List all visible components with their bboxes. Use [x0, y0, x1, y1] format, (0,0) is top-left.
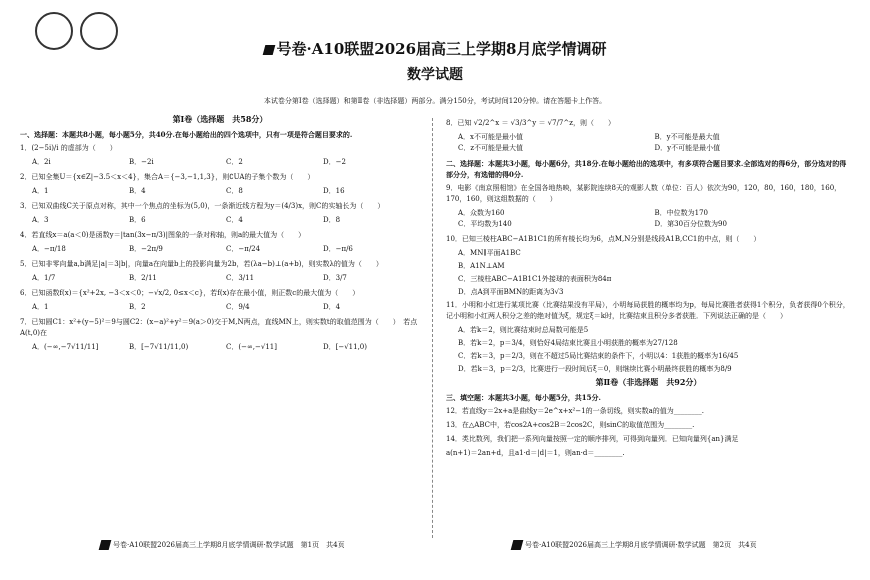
option: D．[−√11,0)	[323, 343, 367, 351]
section3-instruction: 三、填空题：本题共3小题，每小题5分，共15分.	[446, 393, 601, 402]
section1-instruction: 一、选择题：本题共8小题，每小题5分，共40分.在每小题给出的四个选项中，只有一项是符合题目要求的.	[20, 130, 353, 139]
option: A．−π/18	[32, 245, 66, 253]
brand-mark-icon	[262, 45, 275, 55]
option: D．4	[323, 303, 341, 311]
question-5: 5．已知非零向量a,b满足|a|＝3|b|，向量a在向量b上的投影向量为2b，若(λa−b)⊥(a+b)，则实数λ的值为（ ）	[20, 260, 383, 268]
option: C．z不可能是最大值	[458, 144, 524, 152]
option: B．若k＝2，p＝3/4，则恰好4局结束比赛且小明获胜的概率为27/128	[458, 339, 678, 347]
option: C．−π/24	[226, 245, 261, 253]
option: B．4	[129, 187, 146, 195]
option: A．3	[32, 216, 49, 224]
option: A．众数为160	[458, 209, 505, 217]
question-5-options	[32, 273, 420, 284]
option: D．若k＝3，p＝2/3，比赛进行一段时间后ξ＝0，则继续比赛小明最终获胜的概率为8/9	[458, 365, 732, 373]
option: D．y不可能是最小值	[654, 144, 721, 152]
option: A．x不可能是最小值	[458, 133, 524, 141]
question-13: 13．在△ABC中，若cos2A+cos2B＝2cos2C，则sinC的取值范围为________.	[446, 421, 695, 429]
option: B．2/11	[129, 274, 157, 282]
option: C．(−∞,−√11]	[226, 343, 277, 351]
question-14-formula: a(n+1)＝2an+d，且a1·d＝|d|＝1，则an·d＝________.	[446, 449, 625, 457]
right-column	[446, 118, 851, 462]
section2-instruction: 二、选择题：本题共3小题，每小题6分，共18分.在每小题给出的选项中，有多项符合题目要求.全部选对的得6分，部分选对的得部分分，有选错的得0分.	[446, 159, 847, 179]
option: C．4	[226, 216, 243, 224]
question-9: 9．电影《南京照相馆》在全国各地热映，某影院连续8天的观影人数（单位：百人）依次为90，120，80，160，180，160，170，160，则这组数据的（ ）	[446, 184, 842, 203]
option: A．1	[32, 187, 49, 195]
option: D．16	[323, 187, 345, 195]
option: B．−2i	[129, 158, 154, 166]
option: A．(−∞,−7√11/11]	[32, 343, 99, 351]
question-14: 14．类比数列，我们把一系列向量按照一定的顺序排列，可得到向量列．已知向量列{an}满足	[446, 435, 739, 443]
option: D．−π/6	[323, 245, 353, 253]
question-2-options	[32, 186, 420, 197]
question-6-options	[32, 302, 420, 313]
left-column	[20, 112, 420, 357]
footer-right: 号卷·A10联盟2026届高三上学期8月底学情调研·数学试题 第2页 共4页	[512, 540, 757, 550]
column-divider	[432, 118, 433, 538]
option: B．[−7√11/11,0)	[129, 343, 189, 351]
part2-heading: 第Ⅱ卷（非选择题 共92分）	[595, 377, 702, 387]
question-7-options	[32, 342, 420, 353]
option: C．若k＝3，p＝2/3，则在不超过5局比赛结束的条件下，小明以4：1获胜的概率为16/45	[458, 352, 739, 360]
exam-title: 号卷·A10联盟2026届高三上学期8月底学情调研	[0, 38, 870, 59]
question-1: 1．(2−5i)/i 的虚部为（ ）	[20, 144, 117, 152]
question-4: 4．若直线x＝a(a＜0)是函数y＝|tan(3x−π/3)|图象的一条对称轴，则a的最大值为（ ）	[20, 231, 306, 239]
question-3-options	[32, 215, 420, 226]
question-4-options	[32, 244, 420, 255]
question-8: 8．已知 √2/2^x ＝ √3/3^y ＝ √7/7^z，则（ ）	[446, 119, 615, 127]
brand-mark-icon	[99, 540, 112, 550]
option: A．2i	[32, 158, 51, 166]
option: C．平均数为140	[458, 220, 512, 228]
option: C．9/4	[226, 303, 250, 311]
option: D．3/7	[323, 274, 347, 282]
exam-note: 本试卷分第Ⅰ卷（选择题）和第Ⅱ卷（非选择题）两部分。满分150分，考试时间120分钟。请在答题卡上作答。	[263, 97, 607, 105]
option: C．8	[226, 187, 243, 195]
question-6: 6．已知函数f(x)＝{x²+2x, −3＜x＜0；−√x/2, 0≤x＜c}，若f(x)存在最小值，则正数c的最大值为（ ）	[20, 289, 360, 297]
question-7: 7．已知圆C1：x²+(y−5)²＝9与圆C2：(x−a)²+y²＝9(a＞0)交于M,N两点，直线MN上，则实数t的取值范围为（ ） 若点A(t,0)在	[20, 318, 418, 337]
option: B．6	[129, 216, 146, 224]
question-9-options	[458, 208, 851, 230]
option: B．2	[129, 303, 146, 311]
question-10: 10．已知三棱柱ABC−A1B1C1的所有棱长均为6，点M,N分别是线段A1B,CC1的中点，则（ ）	[446, 235, 761, 243]
option: C．2	[226, 158, 243, 166]
option: A．1	[32, 303, 49, 311]
option: C．3/11	[226, 274, 255, 282]
option: A．MN∥平面A1BC	[458, 249, 521, 257]
question-8-options	[458, 132, 851, 154]
option: A．1/7	[32, 274, 56, 282]
question-3: 3．已知双曲线C关于原点对称，其中一个焦点的坐标为(5,0)，一条渐近线方程为y＝(4/3)x，则C的实轴长为（ ）	[20, 202, 385, 210]
option: B．中位数为170	[654, 209, 709, 217]
option: B．y不可能是最大值	[654, 133, 720, 141]
question-1-options	[32, 157, 420, 168]
option: C．三棱柱ABC−A1B1C1外接球的表面积为84π	[458, 275, 612, 283]
option: D．点A到平面BMN的距离为3√3	[458, 288, 564, 296]
option: D．8	[323, 216, 341, 224]
part1-heading: 第Ⅰ卷（选择题 共58分）	[172, 114, 268, 124]
brand-mark-icon	[511, 540, 524, 550]
question-11: 11．小明和小红进行某项比赛（比赛结果没有平局），小明每局获胜的概率均为p，每局比赛胜者获得1个积分，负者获得0个积分，记小明和小红两人积分之差的绝对值为ξ，规定ξ＝k时，比赛结束且积分多者获胜．下列说法正确的是（ ）	[446, 301, 850, 320]
footer-left: 号卷·A10联盟2026届高三上学期8月底学情调研·数学试题 第1页 共4页	[100, 540, 345, 550]
option: D．第30百分位数为90	[654, 220, 727, 228]
exam-subtitle: 数学试题	[407, 67, 463, 83]
option: A．若k＝2，则比赛结束时总局数可能是5	[458, 326, 589, 334]
question-12: 12．若直线y＝2x+a是曲线y＝2e^x+x²−1的一条切线，则实数a的值为________.	[446, 407, 705, 415]
option: D．−2	[323, 158, 346, 166]
option: B．−2π/9	[129, 245, 163, 253]
question-2: 2．已知全集U＝{x∈Z|−3.5＜x＜4}，集合A＝{−3,−1,1,3}，则∁UA的子集个数为（ ）	[20, 173, 315, 181]
option: B．A1N⊥AM	[458, 262, 505, 270]
